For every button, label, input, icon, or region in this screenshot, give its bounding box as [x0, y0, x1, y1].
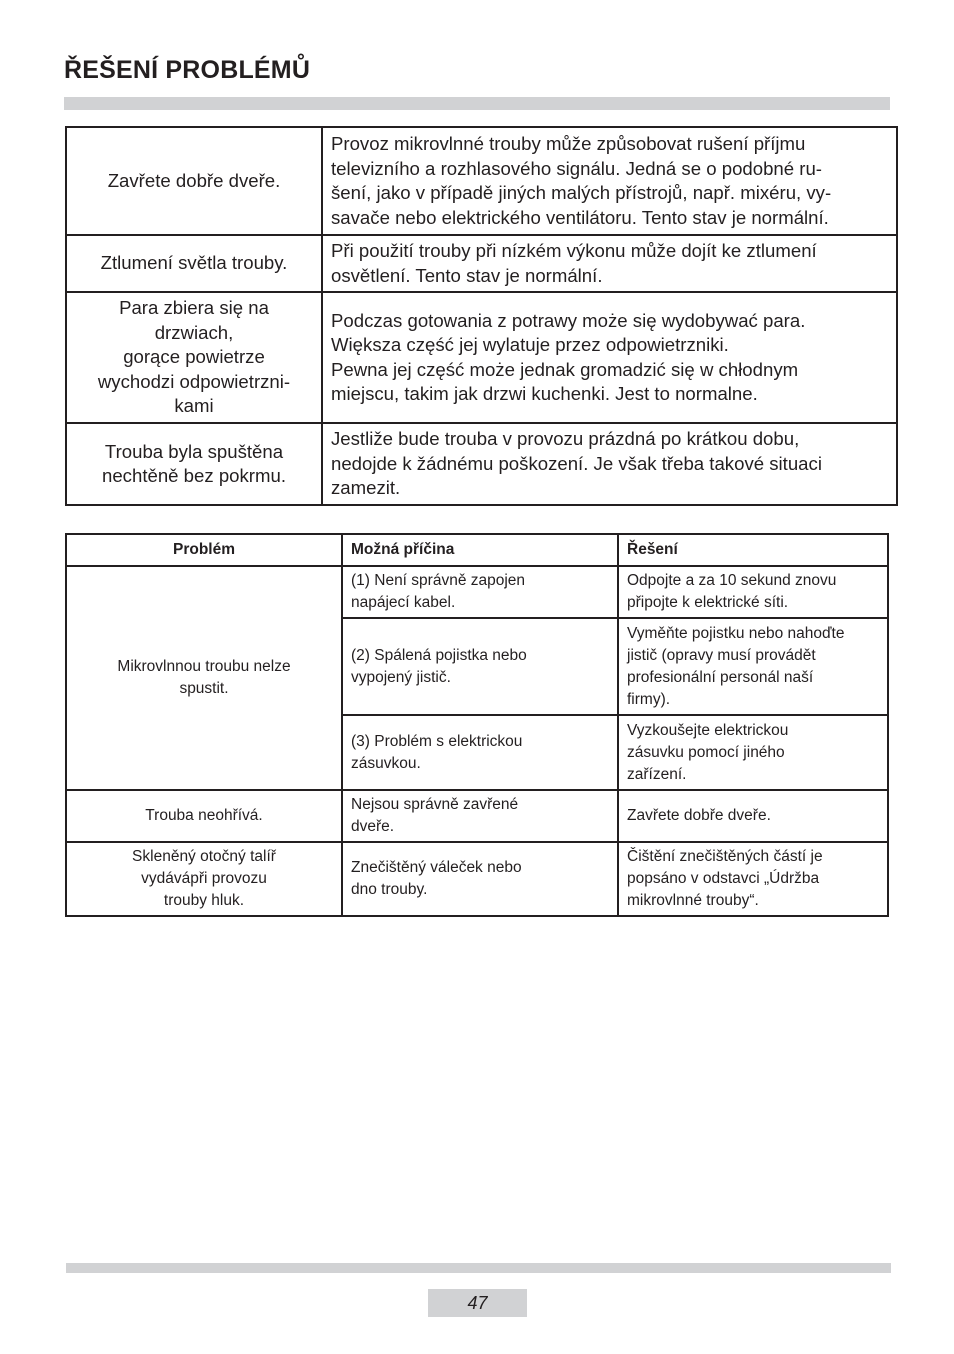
solution-cell	[618, 790, 888, 842]
text-line: šení, jako v případě jiných malých přístrojů, např. mixéru, vy-	[331, 182, 832, 203]
description-cell	[322, 292, 897, 423]
text-line: dno trouby.	[351, 881, 428, 898]
text-line: Provoz mikrovlnné trouby může způsobovat rušení příjmu	[331, 133, 806, 154]
cause-cell	[66, 127, 322, 235]
column-header-cause: Možná příčina	[342, 534, 618, 566]
column-header-solution: Řešení	[618, 534, 888, 566]
text-line: Jestliže bude trouba v provozu prázdná po krátkou dobu,	[331, 428, 800, 450]
solution-cell	[618, 618, 888, 715]
text-line: spustit.	[179, 680, 229, 697]
text-line: dveře.	[351, 818, 395, 835]
column-header-problem: Problém	[66, 534, 342, 566]
problem-cell	[66, 566, 342, 790]
text-line: Podczas gotowania z potrawy może się wydobywać para.	[331, 309, 806, 331]
text-line: nechtěně bez pokrmu.	[102, 465, 286, 486]
cause-cell	[342, 566, 618, 618]
text-line: zamezit.	[331, 477, 401, 499]
footer-divider	[66, 1263, 891, 1273]
cause-cell	[66, 423, 322, 505]
table-row	[66, 790, 888, 842]
text-line: zásuvku pomocí jiného	[627, 743, 785, 761]
text-line: firmy).	[627, 690, 671, 708]
cause-cell	[342, 715, 618, 790]
text-line: Zavřete dobře dveře.	[107, 169, 281, 191]
table-row	[66, 842, 888, 916]
text-line: zásuvkou.	[351, 754, 421, 772]
solution-cell	[618, 842, 888, 916]
description-cell	[322, 235, 897, 292]
text-line: Skleněný otočný talíř	[132, 848, 276, 865]
table-row	[66, 235, 897, 292]
text-line: (2) Spálená pojistka nebo	[351, 646, 527, 664]
text-line: televizního a rozhlasového signálu. Jedná se o podobné ru-	[331, 157, 823, 179]
text-line: kami	[174, 395, 214, 417]
text-line: Trouba byla spuštěna	[104, 440, 284, 462]
text-line: Ztlumení světla trouby.	[100, 252, 288, 274]
text-line: Vyzkoušejte elektrickou	[627, 721, 789, 739]
text-line: Trouba neohřívá.	[145, 807, 263, 824]
solution-cell	[618, 715, 888, 790]
text-line: zařízení.	[627, 765, 687, 783]
table-row	[66, 292, 897, 423]
header-divider	[64, 97, 890, 110]
description-cell	[322, 423, 897, 505]
table-row	[66, 566, 888, 618]
cause-cell	[66, 292, 322, 423]
text-line: Większa część jej wylatuje przez odpowietrzniki.	[331, 334, 729, 355]
problem-cell	[66, 790, 342, 842]
text-line: Mikrovlnnou troubu nelze	[117, 658, 291, 675]
text-line: profesionální personál naší	[627, 668, 814, 686]
text-line: Čištění znečištěných částí je	[627, 848, 823, 865]
troubleshooting-notes-table	[65, 126, 898, 506]
description-cell	[322, 127, 897, 235]
text-line: vypojený jistič.	[351, 668, 451, 686]
text-line: Odpojte a za 10 sekund znovu	[627, 572, 837, 589]
page-title: ŘEŠENÍ PROBLÉMŮ	[64, 56, 311, 84]
text-line: připojte k elektrické síti.	[627, 594, 789, 611]
text-line: savače nebo elektrického ventilátoru. Tento stav je normální.	[331, 206, 829, 228]
text-line: vydávápři provozu	[141, 870, 267, 887]
text-line: (3) Problém s elektrickou	[351, 732, 523, 750]
cause-cell	[342, 842, 618, 916]
page-number: 47	[428, 1289, 527, 1317]
text-line: trouby hluk.	[163, 892, 245, 909]
troubleshooting-table	[65, 533, 889, 917]
text-line: Pewna jej część może jednak gromadzić się w chłodnym	[331, 358, 799, 380]
text-line: wychodzi odpowietrzni-	[97, 370, 291, 392]
text-line: mikrovlnné trouby“.	[627, 892, 759, 909]
cause-cell	[66, 235, 322, 292]
text-line: gorące powietrze	[123, 346, 265, 368]
table-row	[66, 423, 897, 505]
text-line: Para zbiera się na	[119, 297, 269, 319]
text-line: napájecí kabel.	[351, 594, 456, 611]
text-line: osvětlení. Tento stav je normální.	[331, 264, 603, 286]
cause-cell	[342, 790, 618, 842]
solution-cell	[618, 566, 888, 618]
text-line: popsáno v odstavci „Údržba	[627, 870, 820, 887]
text-line: (1) Není správně zapojen	[351, 572, 526, 589]
text-line: Při použití trouby při nízkém výkonu může dojít ke ztlumení	[331, 240, 817, 261]
text-line: nedojde k žádnému poškození. Je však třeba takové situaci	[331, 452, 822, 474]
text-line: Znečištěný váleček nebo	[351, 859, 522, 876]
text-line: jistič (opravy musí provádět	[627, 646, 816, 664]
text-line: drzwiach,	[154, 321, 234, 343]
problem-cell	[66, 842, 342, 916]
text-line: Nejsou správně zavřené	[351, 796, 519, 813]
text-line: Zavřete dobře dveře.	[627, 807, 771, 824]
cause-cell	[342, 618, 618, 715]
header-row	[66, 534, 888, 566]
text-line: miejscu, takim jak drzwi kuchenki. Jest to normalne.	[331, 383, 758, 404]
table-row	[66, 127, 897, 235]
text-line: Vyměňte pojistku nebo nahoďte	[627, 624, 845, 642]
